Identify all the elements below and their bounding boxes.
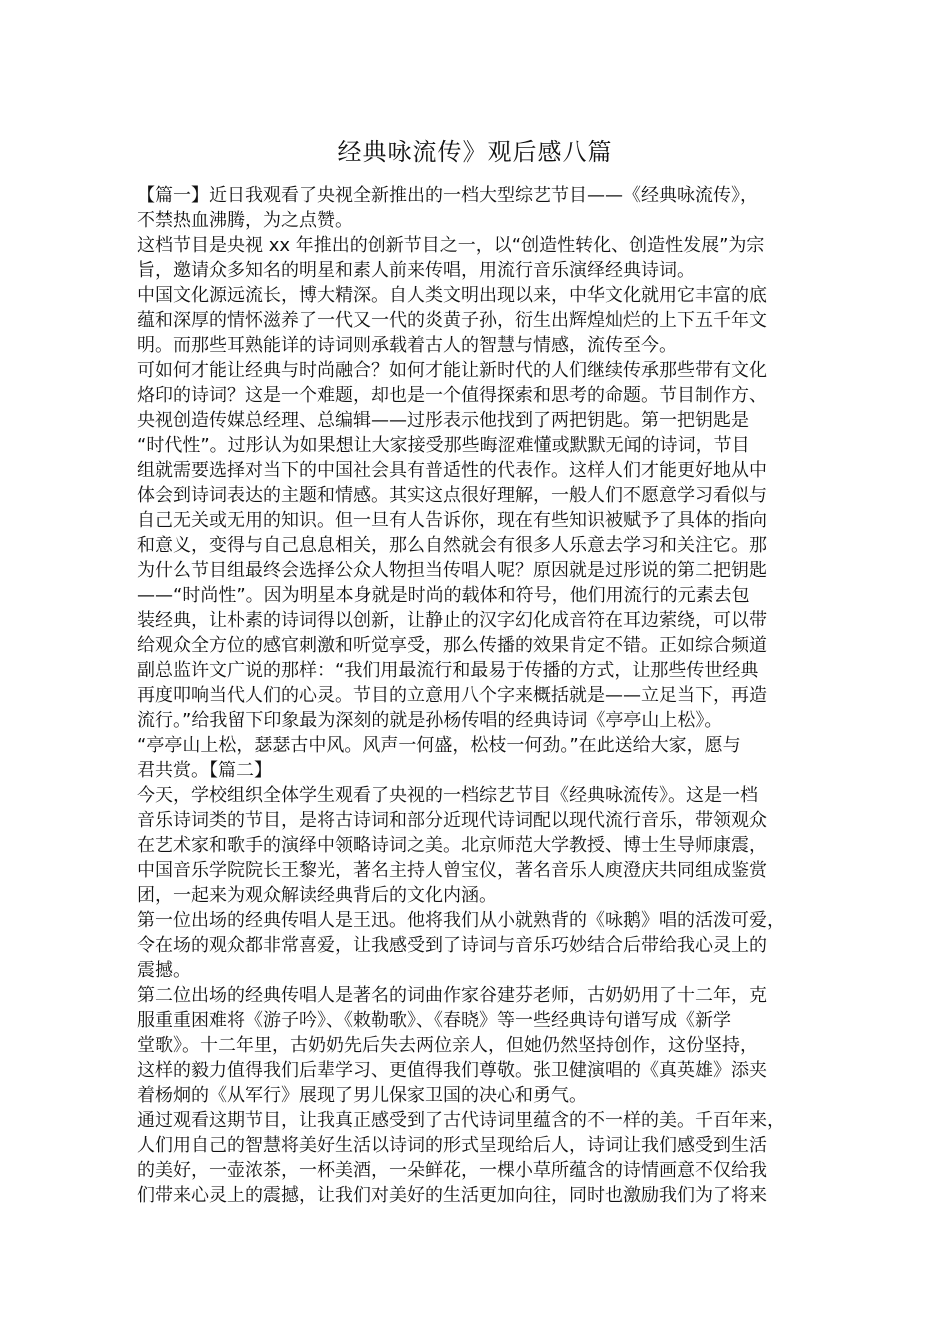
document-title: 经典咏流传》观后感八篇 <box>337 138 613 166</box>
body-text-line: 今天，学校组织全体学生观看了央视的一档综艺节目《经典咏流传》。这是一档 <box>137 785 758 806</box>
body-text-line: 【篇一】近日我观看了央视全新推出的一档大型综艺节目——《经典咏流传》， <box>137 185 758 206</box>
body-text-line: 装经典，让朴素的诗词得以创新，让静止的汉字幻化成音符在耳边萦绕，可以带 <box>137 610 767 631</box>
body-text-line: 可如何才能让经典与时尚融合？如何才能让新时代的人们继续传承那些带有文化 <box>137 360 767 381</box>
body-text-line: 烙印的诗词？这是一个难题，却也是一个值得探索和思考的命题。节目制作方、 <box>137 385 767 406</box>
body-text-line: 自己无关或无用的知识。但一旦有人告诉你，现在有些知识被赋予了具体的指向 <box>137 510 767 531</box>
body-text-line: 和意义，变得与自己息息相关，那么自然就会有很多人乐意去学习和关注它。那 <box>137 535 767 556</box>
body-text-line: 的美好，一壶浓茶，一杯美酒，一朵鲜花，一棵小草所蕴含的诗情画意不仅给我 <box>137 1160 767 1181</box>
body-text-line: 给观众全方位的感官刺激和听觉享受，那么传播的效果肯定不错。正如综合频道 <box>137 635 767 656</box>
body-text-line: 不禁热血沸腾，为之点赞。 <box>137 210 353 231</box>
body-text-line: 流行。”给我留下印象最为深刻的就是孙杨传唱的经典诗词《亭亭山上松》。 <box>137 710 723 731</box>
body-text-line: 蕴和深厚的情怀滋养了一代又一代的炎黄子孙，衍生出辉煌灿烂的上下五千年文 <box>137 310 767 331</box>
body-text-line: 第二位出场的经典传唱人是著名的词曲作家谷建芬老师，古奶奶用了十二年，克 <box>137 985 767 1006</box>
body-text-line: 再度叩响当代人们的心灵。节目的立意用八个字来概括就是——立足当下，再造 <box>137 685 767 706</box>
body-text-line: 这档节目是央视 xx 年推出的创新节目之一，以“创造性转化、创造性发展”为宗 <box>137 235 765 256</box>
body-text-line: 震撼。 <box>137 960 191 981</box>
body-text-line: 中国文化源远流长，博大精深。自人类文明出现以来，中华文化就用它丰富的底 <box>137 285 767 306</box>
body-text-line: 体会到诗词表达的主题和情感。其实这点很好理解，一般人们不愿意学习看似与 <box>137 485 767 506</box>
body-text-line: 在艺术家和歌手的演绎中领略诗词之美。北京师范大学教授、博士生导师康震， <box>137 835 767 856</box>
body-text-line: 令在场的观众都非常喜爱，让我感受到了诗词与音乐巧妙结合后带给我心灵上的 <box>137 935 767 956</box>
body-text-line: 副总监许文广说的那样：“我们用最流行和最易于传播的方式，让那些传世经典 <box>137 660 759 681</box>
body-text-line: 央视创造传媒总经理、总编辑——过彤表示他找到了两把钥匙。第一把钥匙是 <box>137 410 749 431</box>
body-text-line: 第一位出场的经典传唱人是王迅。他将我们从小就熟背的《咏鹅》唱的活泼可爱， <box>137 910 785 931</box>
body-text-line: 通过观看这期节目，让我真正感受到了古代诗词里蕴含的不一样的美。千百年来， <box>137 1110 785 1131</box>
body-text-line: 音乐诗词类的节目，是将古诗词和部分近现代诗词配以现代流行音乐，带领观众 <box>137 810 767 831</box>
body-text-line: 君共赏。【篇二】 <box>137 760 272 781</box>
body-text-line: “亭亭山上松，瑟瑟古中风。风声一何盛，松枝一何劲。”在此送给大家，愿与 <box>137 735 741 756</box>
body-text-line: 着杨炯的《从军行》展现了男儿保家卫国的决心和勇气。 <box>137 1085 587 1106</box>
body-text-line: 团，一起来为观众解读经典背后的文化内涵。 <box>137 885 497 906</box>
body-text-line: 堂歌》。十二年里，古奶奶先后失去两位亲人，但她仍然坚持创作，这份坚持， <box>137 1035 758 1056</box>
body-text-line: 服重重困难将《游子吟》、《敕勒歌》、《春晓》等一些经典诗句谱写成《新学 <box>137 1010 731 1031</box>
body-text-line: 中国音乐学院院长王黎光，著名主持人曾宝仪，著名音乐人庾澄庆共同组成鉴赏 <box>137 860 767 881</box>
body-text-line: 人们用自己的智慧将美好生活以诗词的形式呈现给后人，诗词让我们感受到生活 <box>137 1135 767 1156</box>
body-text-line: 明。而那些耳熟能详的诗词则承载着古人的智慧与情感，流传至今。 <box>137 335 677 356</box>
body-text-line: 这样的毅力值得我们后辈学习、更值得我们尊敬。张卫健演唱的《真英雄》添夹 <box>137 1060 767 1081</box>
body-text-line: 组就需要选择对当下的中国社会具有普适性的代表作。这样人们才能更好地从中 <box>137 460 767 481</box>
body-text-line: 们带来心灵上的震撼，让我们对美好的生活更加向往，同时也激励我们为了将来 <box>137 1185 767 1206</box>
body-text-line: ——“时尚性”。因为明星本身就是时尚的载体和符号，他们用流行的元素去包 <box>137 585 750 606</box>
body-text-line: 旨，邀请众多知名的明星和素人前来传唱，用流行音乐演绎经典诗词。 <box>137 260 695 281</box>
body-text-line: “时代性”。过彤认为如果想让大家接受那些晦涩难懂或默默无闻的诗词，节目 <box>137 435 750 456</box>
document-body <box>137 183 827 1208</box>
body-text-line: 为什么节目组最终会选择公众人物担当传唱人呢？原因就是过彤说的第二把钥匙 <box>137 560 767 581</box>
